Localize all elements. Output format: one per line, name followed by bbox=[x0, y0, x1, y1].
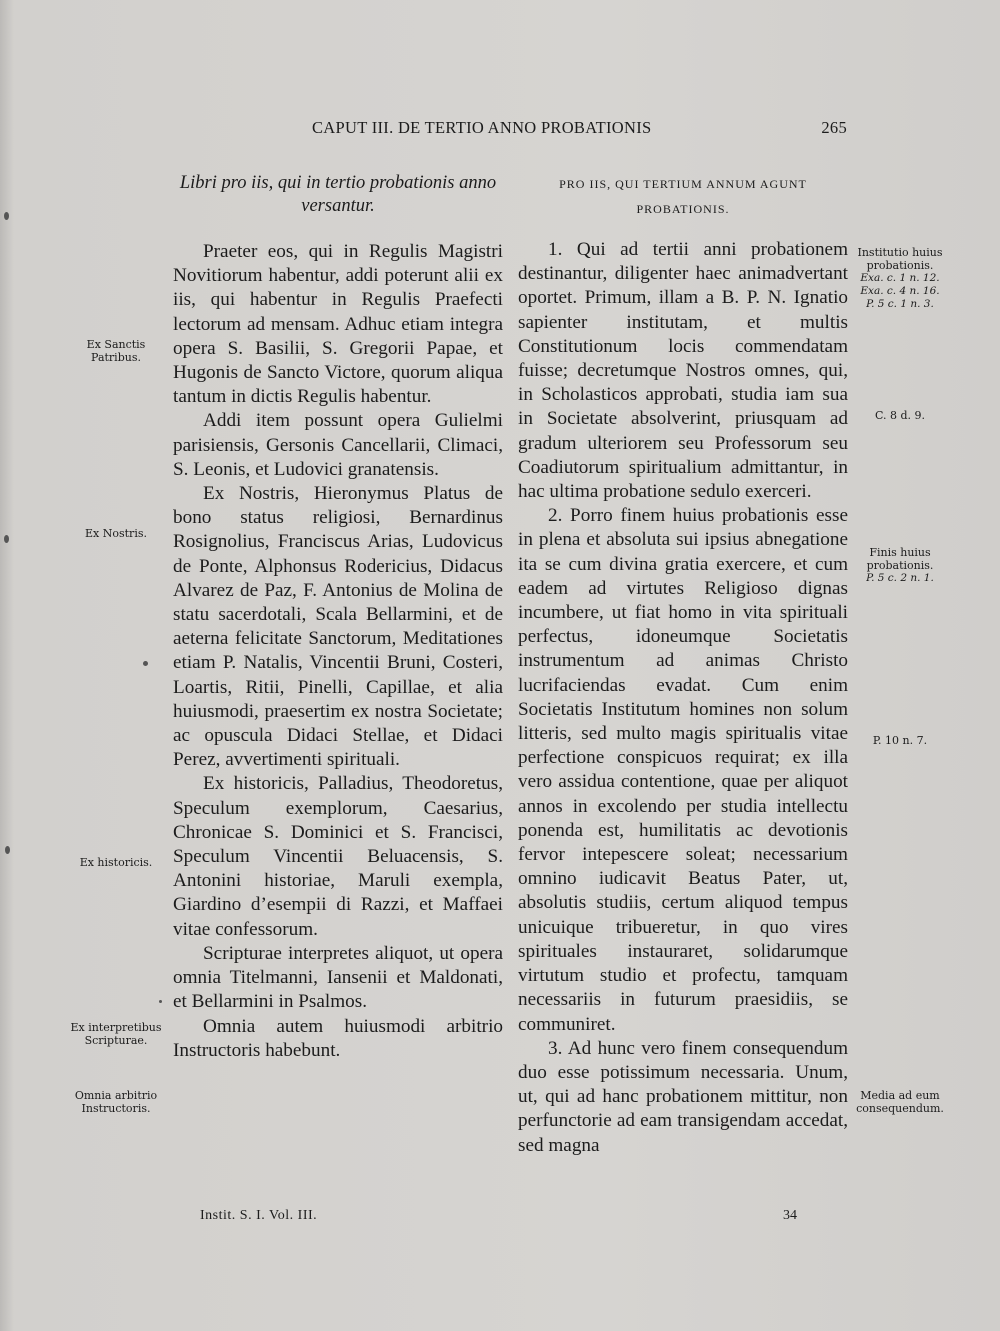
footer-signature: Instit. S. I. Vol. III. bbox=[200, 1208, 318, 1223]
left-column bbox=[173, 172, 503, 1063]
margin-ref: Exa. c. 4 n. 16. bbox=[860, 285, 940, 297]
footer-sheet-number: 34 bbox=[783, 1208, 797, 1223]
scan-speck bbox=[5, 846, 10, 854]
margin-note-c8d9: C. 8 d. 9. bbox=[874, 409, 926, 422]
running-title: CAPUT III. DE TERTIO ANNO PROBATIONIS bbox=[312, 118, 652, 137]
scan-speck bbox=[159, 1000, 162, 1003]
margin-note-ex-sanctis: Ex Sanctis Patribus. bbox=[86, 338, 146, 364]
scan-speck bbox=[4, 212, 9, 220]
paragraph: Ex historicis, Palladius, Theodoretus, Speculum exemplorum, Caesarius, Chronicae S. Dominici et S. Francisci, Speculum Vincentii Beluacensis, S. Antonini historiae, Maruli exempla, Giardino d’esempii di Razzi, et Maffaei vitae confessorum. bbox=[173, 773, 503, 940]
margin-note-finis bbox=[850, 546, 950, 585]
margin-note-institutio bbox=[850, 246, 950, 311]
margin-ref: P. 5 c. 1 n. 3. bbox=[866, 298, 934, 310]
margin-ref: P. 5 c. 2 n. 1. bbox=[866, 572, 934, 584]
margin-ref: Exa. c. 1 n. 12. bbox=[860, 272, 940, 284]
margin-note-omnia-arbitrio: Omnia arbitrio Instructoris. bbox=[74, 1089, 158, 1115]
margin-note-ex-interpretibus: Ex interpretibus Scripturae. bbox=[70, 1021, 162, 1047]
paragraph: Ex Nostris, Hieronymus Platus de bono status religiosi, Bernardinus Rosignolius, Franciscus Arias, Ludovicus de Ponte, Alphonsus Rodericius, Didacus Alvarez de Paz, F. Antonius de Molina de statu sacerdotali, Scala Bellarmini, et de aeterna felicitate Sanctorum, Meditationes etiam P. Natalis, Vincentii Bruni, Costeri, Loartis, Ritii, Pinelli, Capillae, et alia huiusmodi, praesertim ex nostra Societate; ac opuscula Didaci Stellae, et Didaci Perez, avvertimenti spirituali. bbox=[173, 483, 503, 771]
right-column bbox=[518, 172, 848, 1158]
scan-speck bbox=[4, 535, 9, 543]
paragraph: 1. Qui ad tertii anni probationem destinantur, diligenter haec animadvertant oportet. Primum, illam a B. P. N. Ignatio sapienter institutam, et multis Constitutionum locis commendatam fuisse; decretumque Nostros omnes, qui, in Scholasticos approbati, studia iam sua in Societate absolverint, priusquam ad gradum ulteriorem seu Professorum seu Coadiutorum spiritualium admittantur, in hac ultima probatione sedulo exerceri. bbox=[518, 239, 848, 503]
margin-note-ex-nostris: Ex Nostris. bbox=[85, 527, 147, 540]
paragraph: Praeter eos, qui in Regulis Magistri Novitiorum habentur, addi poterunt alii ex iis, qui habentur in Regulis Praefecti lectorum ad mensam. Adhuc etiam integra opera S. Basilii, S. Gregorii Papae, et Hugonis de Sancto Victore, quorum aliqua tantum in dictis Regulis habentur. bbox=[173, 241, 503, 408]
margin-note-label: Institutio huius probationis. bbox=[857, 246, 943, 272]
scan-speck bbox=[143, 661, 148, 666]
section-heading-pro-iis: PRO IIS, QUI TERTIUM ANNUM AGUNT PROBATIONIS. bbox=[559, 177, 807, 216]
paragraph: Omnia autem huiusmodi arbitrio Instructoris habebunt. bbox=[173, 1015, 503, 1061]
margin-note-media: Media ad eum consequendum. bbox=[856, 1089, 944, 1115]
paragraph: Scripturae interpretes aliquot, ut opera omnia Titelmanni, Iansenii et Maldonati, et Bellarmini in Psalmos. bbox=[173, 942, 503, 1013]
margin-note-label: Finis huius probationis. bbox=[866, 546, 934, 572]
margin-note-p10n7: P. 10 n. 7. bbox=[872, 734, 928, 747]
page-number: 265 bbox=[821, 118, 847, 137]
paragraph: Addi item possunt opera Gulielmi parisiensis, Gersonis Cancellarii, Climaci, S. Leonis, et Ludovici granatensis. bbox=[173, 410, 503, 480]
section-heading-libri: Libri pro iis, qui in tertio probationis anno versantur. bbox=[179, 173, 497, 216]
paragraph: 2. Porro finem huius probationis esse in plena et absoluta sui ipsius abnegatione ita se cum divina gratia exercere, et cum eadem ad virtutes Religioso dignas incumbere, ut fiat homo in vita spirituali perfectus, idoneumque Societatis instrumentum ad animas Christo lucrifaciendas evadat. Cum enim Societatis Institutum homines non solum litteris, sed multo magis spiritualis vitae perfectione conspicuos requirat; ex illa vero assidua contentione, quae per aliquot annos in excolendo per studia intellectu ponenda est, humilitatis ac devotionis fervor intepescere soleat; necessarium omnino iudicavit Beatus Pater, ut, absolutis studiis, certum aliquod tempus unicuique tribueretur, in quo vires spirituales instauraret, solidarumque virtutum studio et profectu, tamquam necessariis in futurum praesidiis, se communiret. bbox=[518, 505, 848, 1035]
margin-note-ex-historicis: Ex historicis. bbox=[79, 856, 153, 869]
paragraph: 3. Ad hunc vero finem consequendum duo esse potissimum necessaria. Unum, ut, qui ad hanc probationem mittitur, non perfunctorie ad eam transigendam accedat, sed magna bbox=[518, 1037, 848, 1156]
